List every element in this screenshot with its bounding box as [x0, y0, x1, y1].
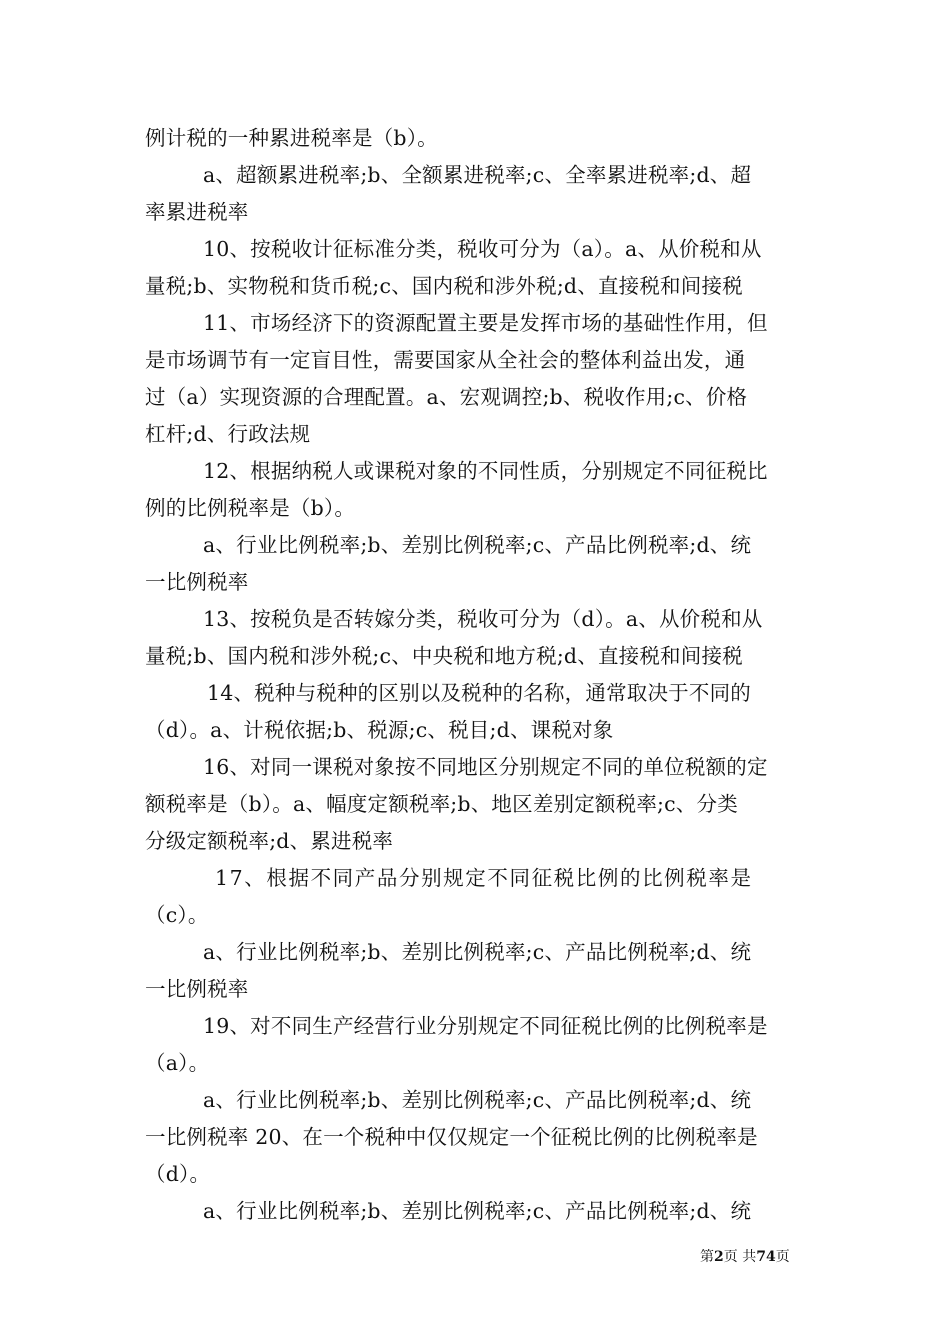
- text-line: 额税率是（b）。a、幅度定额税率;b、地区差别定额税率;c、分类: [145, 792, 738, 816]
- text-line: 量税;b、国内税和涉外税;c、中央税和地方税;d、直接税和间接税: [145, 644, 743, 668]
- footer-middle: 页 共: [723, 1249, 757, 1265]
- footer-suffix: 页: [775, 1249, 790, 1265]
- text-line: 12、根据纳税人或课税对象的不同性质，分别规定不同征税比: [203, 459, 768, 483]
- text-line: 例的比例税率是（b）。: [145, 496, 356, 520]
- text-line: 分级定额税率;d、累进税率: [145, 829, 394, 853]
- text-line: a、行业比例税率;b、差别比例税率;c、产品比例税率;d、统: [203, 533, 752, 557]
- body-text: [145, 120, 810, 1230]
- page-footer: [700, 1246, 820, 1266]
- text-line: 是市场调节有一定盲目性，需要国家从全社会的整体利益出发，通: [145, 348, 746, 372]
- text-line: 17、根据不同产品分别规定不同征税比例的比例税率是: [215, 866, 753, 890]
- text-line: 一比例税率 20、在一个税种中仅仅规定一个征税比例的比例税率是: [145, 1125, 758, 1149]
- footer-prefix: 第: [700, 1249, 714, 1265]
- text-line: 13、按税负是否转嫁分类，税收可分为（d）。a、从价税和从: [203, 607, 763, 631]
- text-line: a、行业比例税率;b、差别比例税率;c、产品比例税率;d、统: [203, 940, 752, 964]
- text-line: a、超额累进税率;b、全额累进税率;c、全率累进税率;d、超: [203, 163, 752, 187]
- text-line: 14、税种与税种的区别以及税种的名称，通常取决于不同的: [207, 681, 751, 705]
- text-line: 一比例税率: [145, 570, 249, 594]
- text-line: （c）。: [145, 903, 209, 927]
- text-line: 19、对不同生产经营行业分别规定不同征税比例的比例税率是: [203, 1014, 768, 1038]
- page-number: 2: [714, 1249, 724, 1265]
- text-line: a、行业比例税率;b、差别比例税率;c、产品比例税率;d、统: [203, 1199, 752, 1223]
- text-line: 率累进税率: [145, 200, 249, 224]
- page-total: 74: [756, 1249, 776, 1265]
- text-line: 例计税的一种累进税率是（b）。: [145, 126, 438, 150]
- text-line: （a）。: [145, 1051, 210, 1075]
- text-line: （d）。: [145, 1162, 211, 1186]
- text-line: 量税;b、实物税和货币税;c、国内税和涉外税;d、直接税和间接税: [145, 274, 743, 298]
- text-line: （d）。a、计税依据;b、税源;c、税目;d、课税对象: [145, 718, 614, 742]
- text-line: 11、市场经济下的资源配置主要是发挥市场的基础性作用，但: [203, 311, 768, 335]
- text-line: 杠杆;d、行政法规: [145, 422, 311, 446]
- text-line: 16、对同一课税对象按不同地区分别规定不同的单位税额的定: [203, 755, 768, 779]
- text-line: 10、按税收计征标准分类，税收可分为（a）。a、从价税和从: [203, 237, 762, 261]
- text-line: 过（a）实现资源的合理配置。a、宏观调控;b、税收作用;c、价格: [145, 385, 748, 409]
- text-line: 一比例税率: [145, 977, 249, 1001]
- text-line: a、行业比例税率;b、差别比例税率;c、产品比例税率;d、统: [203, 1088, 752, 1112]
